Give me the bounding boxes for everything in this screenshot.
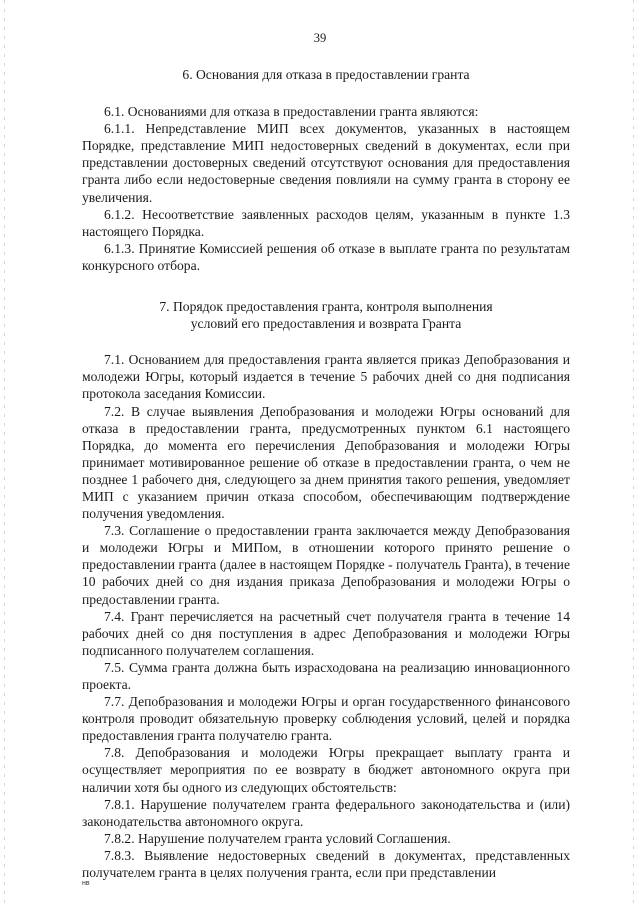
section-7-heading-line-1: 7. Порядок предоставления гранта, контроля выполнения xyxy=(159,299,493,315)
section-7-heading-line-2: условий его предоставления и возврата Гранта xyxy=(190,316,462,332)
scan-edge-right xyxy=(633,0,634,905)
section-7-heading xyxy=(82,298,570,332)
paragraph-7-8-3: 7.8.3. Выявление недостоверных сведений в документах, представленных получателем гранта в целях получения гранта, если при представлении xyxy=(82,847,570,881)
paragraph-7-1: 7.1. Основанием для предоставления гранта является приказ Депобразования и молодежи Югры, который издается в течение 5 рабочих дней со дня подписания протокола заседания Комиссии. xyxy=(82,352,570,402)
paragraph-7-4: 7.4. Грант перечисляется на расчетный счет получателя гранта в течение 14 рабочих дней со дня поступления в адрес Депобразования и молодежи Югры подписанного получателем соглашения. xyxy=(82,608,570,658)
paragraph-7-3: 7.3. Соглашение о предоставлении гранта заключается между Депобразования и молодежи Югры и МИПом, в отношении которого принято решение о предоставлении гранта (далее в настоящем Порядке - получатель Гранта), в течение 10 рабочих дней со дня издания приказа Депобразования и молодежи Югры о предоставлении гранта. xyxy=(82,523,570,607)
paragraph-7-8: 7.8. Депобразования и молодежи Югры прекращает выплату гранта и осуществляет мероприятия по ее возврату в бюджет автономного округа при наличии хотя бы одного из следующих обстоятельств: xyxy=(82,745,570,795)
document-body xyxy=(82,66,570,881)
paragraph-6-1: 6.1. Основаниями для отказа в предоставлении гранта являются: xyxy=(104,104,479,120)
page-number: 39 xyxy=(313,31,327,45)
paragraph-7-7: 7.7. Депобразования и молодежи Югры и орган государственного финансового контроля проводит обязательную проверку соблюдения условий, целей и порядка предоставления гранта получателю гранта. xyxy=(82,694,570,744)
footer-initials-mark: нв xyxy=(82,880,90,887)
section-6-heading: 6. Основания для отказа в предоставлении гранта xyxy=(182,67,470,82)
paragraph-7-2: 7.2. В случае выявления Депобразования и молодежи Югры оснований для отказа в предоставлении гранта, предусмотренных пунктом 6.1 настоящего Порядка, до момента его перечисления Депобразования и молодежи Югры принимает мотивированное решение об отказе в предоставлении гранта, о чем не позднее 1 рабочего дня, следующего за днем принятия такого решения, уведомляет МИП с указанием причин отказа способом, обеспечивающим подтверждение получения уведомления. xyxy=(82,403,570,522)
paragraph-6-1-2: 6.1.2. Несоответствие заявленных расходов целям, указанным в пункте 1.3 настоящего Порядка. xyxy=(82,206,570,239)
paragraph-6-1-3: 6.1.3. Принятие Комиссией решения об отказе в выплате гранта по результатам конкурсного отбора. xyxy=(82,240,570,273)
paragraph-7-8-2: 7.8.2. Нарушение получателем гранта условий Соглашения. xyxy=(104,830,451,846)
paragraph-7-8-1: 7.8.1. Нарушение получателем гранта федерального законодательства и (или) законодательства автономного округа. xyxy=(82,796,570,829)
paragraph-7-5: 7.5. Сумма гранта должна быть израсходована на реализацию инновационного проекта. xyxy=(82,659,570,692)
paragraph-6-1-1: 6.1.1. Непредставление МИП всех документов, указанных в настоящем Порядке, представление МИП недостоверных сведений в документах, если при представлении достоверных сведений отсутствуют основания для предоставления гранта либо если недостоверные сведения повлияли на сумму гранта в сторону ее увеличения. xyxy=(82,121,570,205)
scan-edge-left xyxy=(4,0,5,905)
